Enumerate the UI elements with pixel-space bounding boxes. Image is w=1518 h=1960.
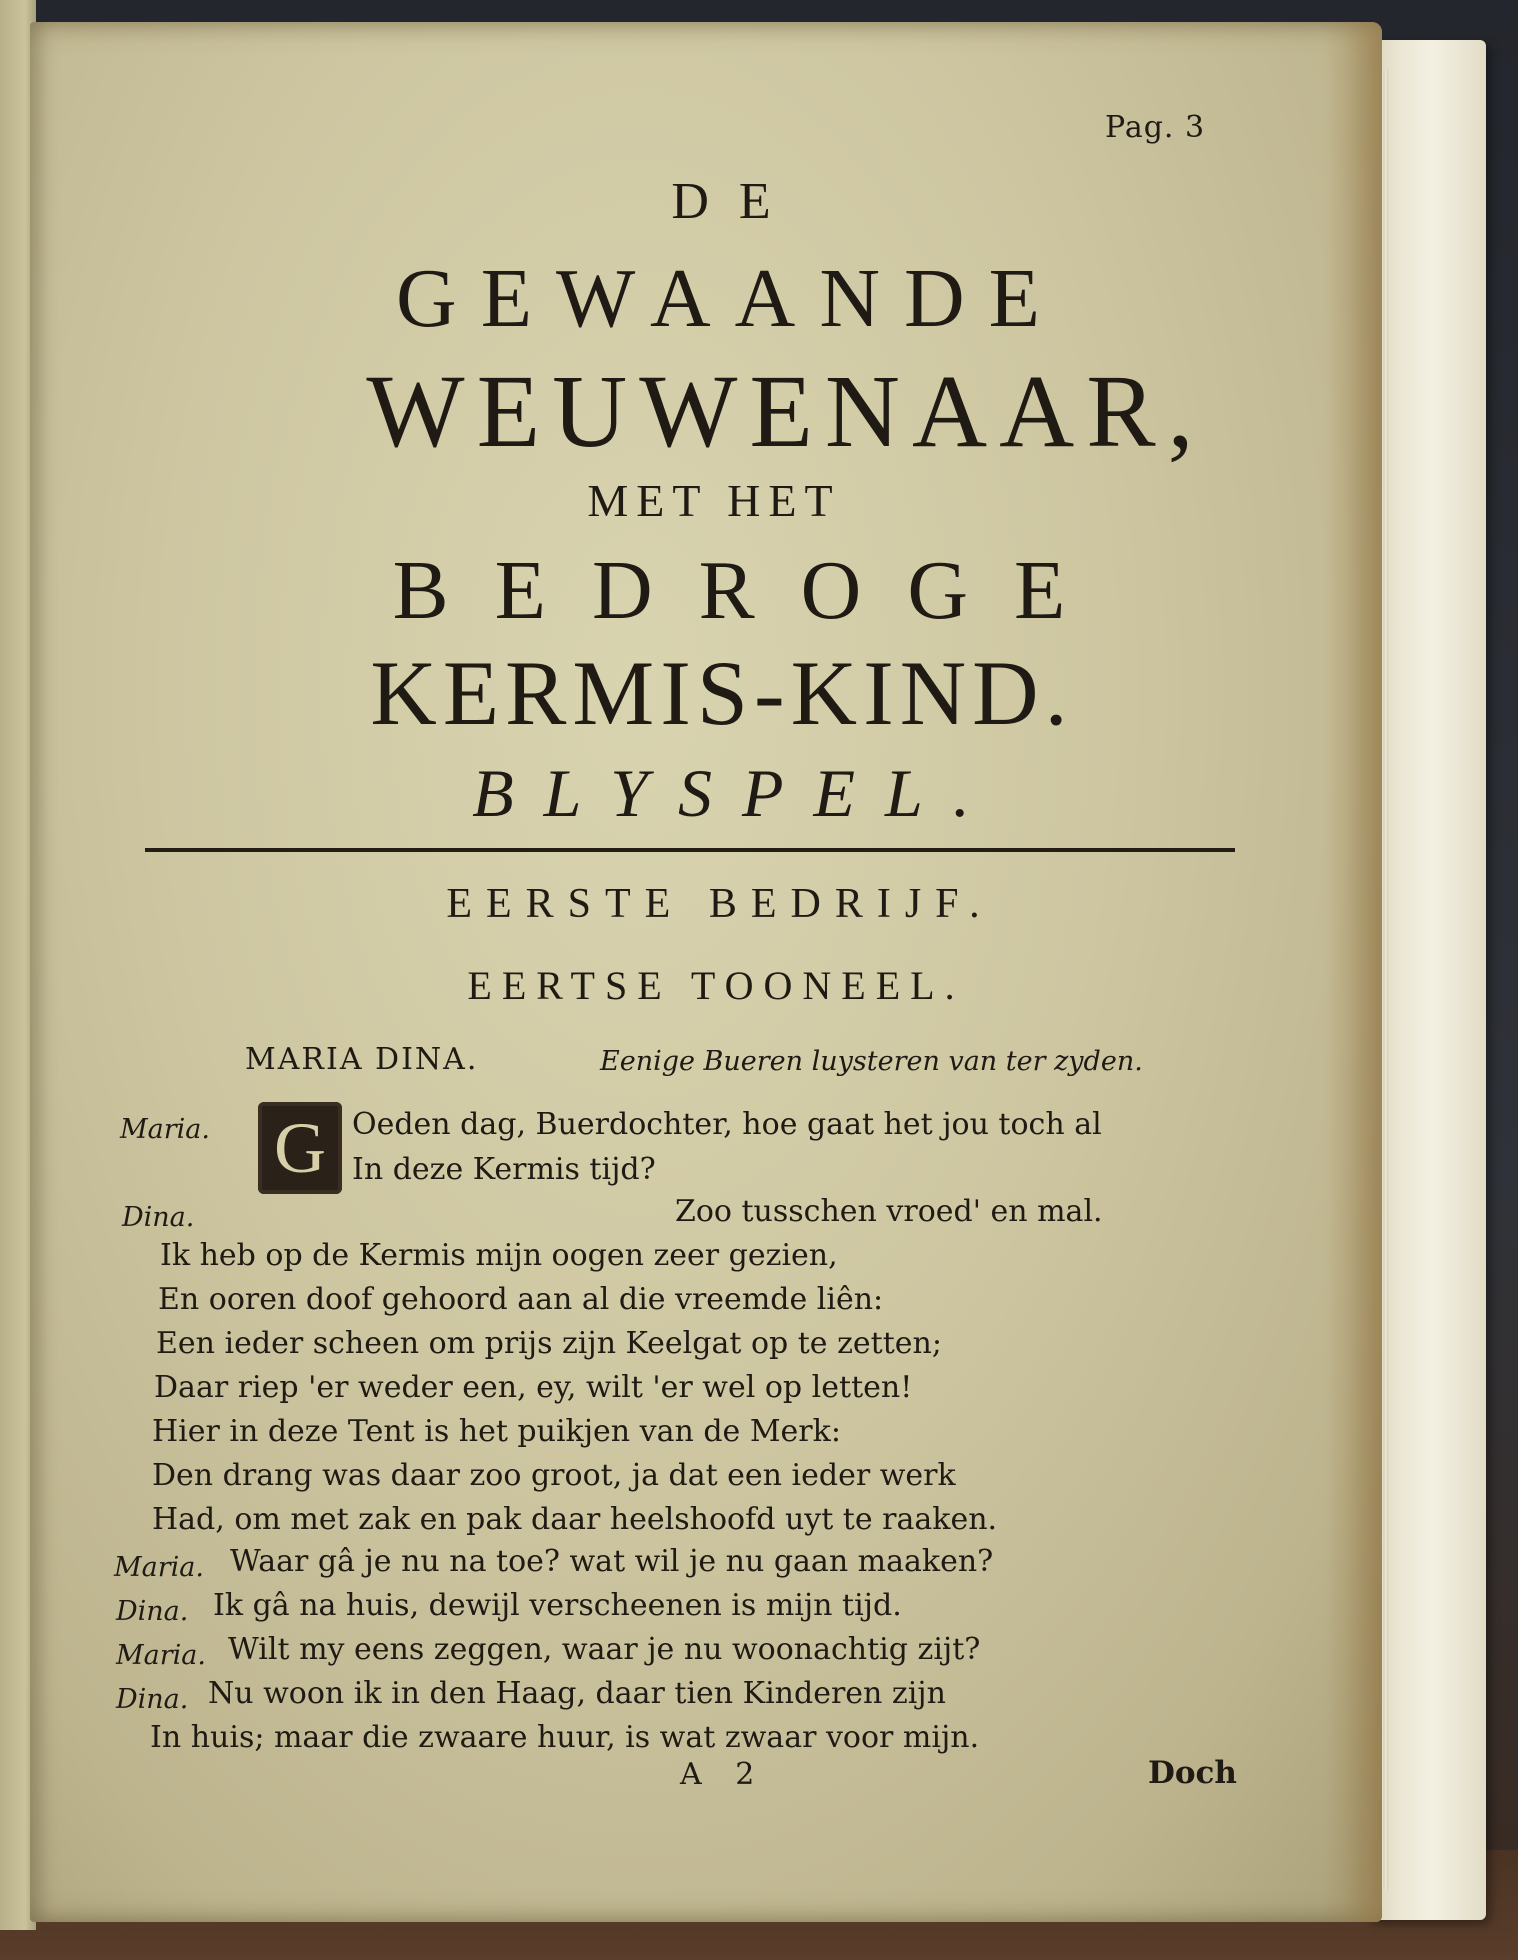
verse-line: Zoo tusschen vroed' en mal. — [675, 1194, 1103, 1229]
verse-line: In deze Kermis tijd? — [352, 1152, 656, 1187]
signature-mark: A 2 — [680, 1757, 767, 1792]
verse-line: Oeden dag, Buerdochter, hoe gaat het jou toch al — [352, 1107, 1102, 1142]
title-line-5: BEDROGE — [392, 544, 1112, 637]
title-line-3: WEUWENAAR, — [366, 354, 1206, 469]
verse-line: Had, om met zak en pak daar heelshoofd uyt te raaken. — [152, 1502, 998, 1537]
verse-line: Den drang was daar zoo groot, ja dat een ieder werk — [152, 1458, 956, 1493]
title-line-2: GEWAANDE — [396, 252, 1064, 345]
verse-line: Een ieder scheen om prijs zijn Keelgat op te zetten; — [156, 1326, 942, 1361]
speaker-label: Maria. — [114, 1552, 204, 1583]
character-list: MARIA DINA. — [245, 1042, 479, 1077]
verse-line: Waar gâ je nu na toe? wat wil je nu gaan maaken? — [230, 1544, 994, 1579]
verse-line: Daar riep 'er weder een, ey, wilt 'er wel op letten! — [154, 1370, 913, 1405]
verse-line: In huis; maar die zwaare huur, is wat zwaar voor mijn. — [150, 1720, 980, 1755]
speaker-label: Dina. — [122, 1202, 195, 1233]
title-line-1: DE — [671, 173, 801, 230]
ornamental-drop-cap: G — [258, 1102, 342, 1194]
horizontal-rule — [145, 848, 1235, 852]
verse-line: Nu woon ik in den Haag, daar tien Kinderen zijn — [208, 1676, 946, 1711]
verse-line: Ik gâ na huis, dewijl verscheenen is mijn tijd. — [213, 1588, 902, 1623]
book-page — [30, 22, 1382, 1922]
page-number: Pag. 3 — [1105, 110, 1206, 145]
verse-line: Wilt my eens zeggen, waar je nu woonachtig zijt? — [228, 1632, 981, 1667]
genre-label: BLYSPEL. — [472, 755, 1000, 831]
speaker-label: Dina. — [116, 1596, 189, 1627]
stage-direction: Eenige Bueren luysteren van ter zyden. — [600, 1046, 1143, 1077]
title-line-6: KERMIS-KIND. — [370, 642, 1074, 744]
speaker-label: Dina. — [116, 1684, 189, 1715]
title-line-4: MET HET — [587, 475, 841, 526]
speaker-label: Maria. — [120, 1114, 210, 1145]
scene-heading: EERTSE TOONEEL. — [467, 963, 965, 1008]
verse-line: En ooren doof gehoord aan al die vreemde liên: — [158, 1282, 884, 1317]
verse-line: Ik heb op de Kermis mijn oogen zeer gezien, — [160, 1238, 838, 1273]
catchword: Doch — [1148, 1755, 1237, 1791]
verse-line: Hier in deze Tent is het puikjen van de Merk: — [152, 1414, 841, 1449]
act-heading: EERSTE BEDRIJF. — [446, 881, 994, 927]
speaker-label: Maria. — [116, 1640, 206, 1671]
